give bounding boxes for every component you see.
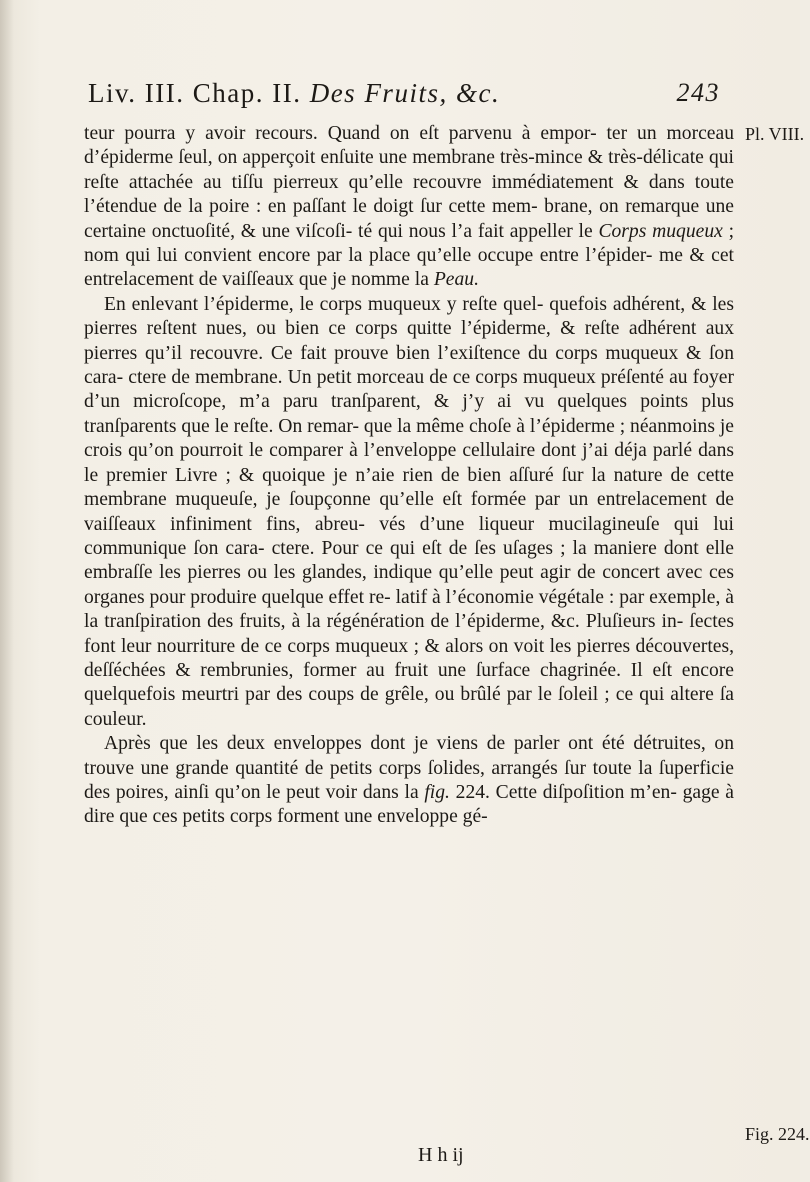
- paragraph: [84, 293, 734, 732]
- running-title-plain: Liv. III. Chap. II.: [88, 78, 310, 108]
- paragraph: [84, 122, 734, 293]
- italic-text: Corps muqueux: [598, 220, 723, 242]
- margin-note-figure: Fig. 224.: [745, 1124, 810, 1144]
- running-title: [88, 78, 500, 109]
- text-run: ; nom qui lui convient encore par la place qu’elle occupe entre l’épider- me & cet entrelacement de vaiſſeaux que je nomme la: [84, 220, 735, 291]
- text-run: Après que les deux enveloppes dont je viens de parler ont été détruites, on trouve une grande quantité de petits corps ſolides, arrangés ſur toute la ſuperficie des poires, ainſi qu’on le peut voir dans la: [84, 733, 734, 803]
- margin-note-plate: Pl. VIII.: [745, 124, 805, 144]
- running-header: [88, 78, 720, 118]
- italic-text: Peau.: [433, 269, 479, 291]
- text-run: 224. Cette diſpoſition m’en- gage à dire que ces petits corps forment une enveloppe gé-: [84, 781, 734, 828]
- gutter-shadow: [0, 0, 14, 1182]
- text-run: teur pourra y avoir recours. Quand on eſt parvenu à empor- ter un morceau d’épiderme ſeul, on apperçoit enſuite une membrane très-mince & très-délicate qui reſte attachée au tiſſu pierreux qu’elle recouvre immédiatement & dans toute l’étendue de la poire : en paſſant le doigt ſur cette mem- brane, on remarque une certaine onctuoſité, & une viſcoſi- té qui nous l’a fait appeller le: [84, 123, 734, 242]
- signature-mark: H h ij: [418, 1144, 464, 1166]
- page-number: 243: [676, 78, 720, 107]
- paragraph: [84, 732, 734, 830]
- body-text: [84, 122, 734, 830]
- text-run: En enlevant l’épiderme, le corps muqueux y reſte quel- quefois adhérent, & les pierres reſtent nues, ou bien ce corps quitte l’épiderme, & reſte adhérent aux pierres qu’il recouvre. Ce fait prouve bien l’exiſtence du corps muqueux & ſon cara- ctere de membrane. Un petit morceau de ce corps muqueux préſenté au foyer d’un microſcope, m’a paru tranſparent, & j’y ai vu quelques points plus tranſparents que le reſte. On remar- que la même choſe à l’épiderme ; néanmoins je crois qu’on pourroit le comparer à l’enveloppe cellulaire dont j’ai déja parlé dans le premier Livre ; & quoique je n’aie rien de bien aſſuré ſur la nature de cette membrane muqueuſe, je ſoupçonne qu’elle eſt formée par un entrelacement de vaiſſeaux infiniment fins, abreu- vés d’une liqueur mucilagineuſe qui lui communique ſon cara- ctere. Pour ce qui eſt de ſes uſages ; la maniere dont elle embraſſe les pierres ou les glandes, indique qu’elle peut agir de concert avec ces organes pour produire quelque effet re- latif à l’économie végétale : par exemple, à la tranſpiration des fruits, à la régénération de l’épiderme, &c. Pluſieurs in- ſectes font leur nourriture de ce corps muqueux ; & alors on voit les pierres découvertes, deſſéchées & rembrunies, former au fruit une ſurface chagrinée. Il eſt encore quelquefois meurtri par des coups de grêle, ou brûlé par le ſoleil ; ce qui altere ſa couleur.: [84, 293, 734, 730]
- running-title-italic: Des Fruits, &c.: [309, 78, 501, 108]
- italic-text: fig.: [424, 781, 450, 803]
